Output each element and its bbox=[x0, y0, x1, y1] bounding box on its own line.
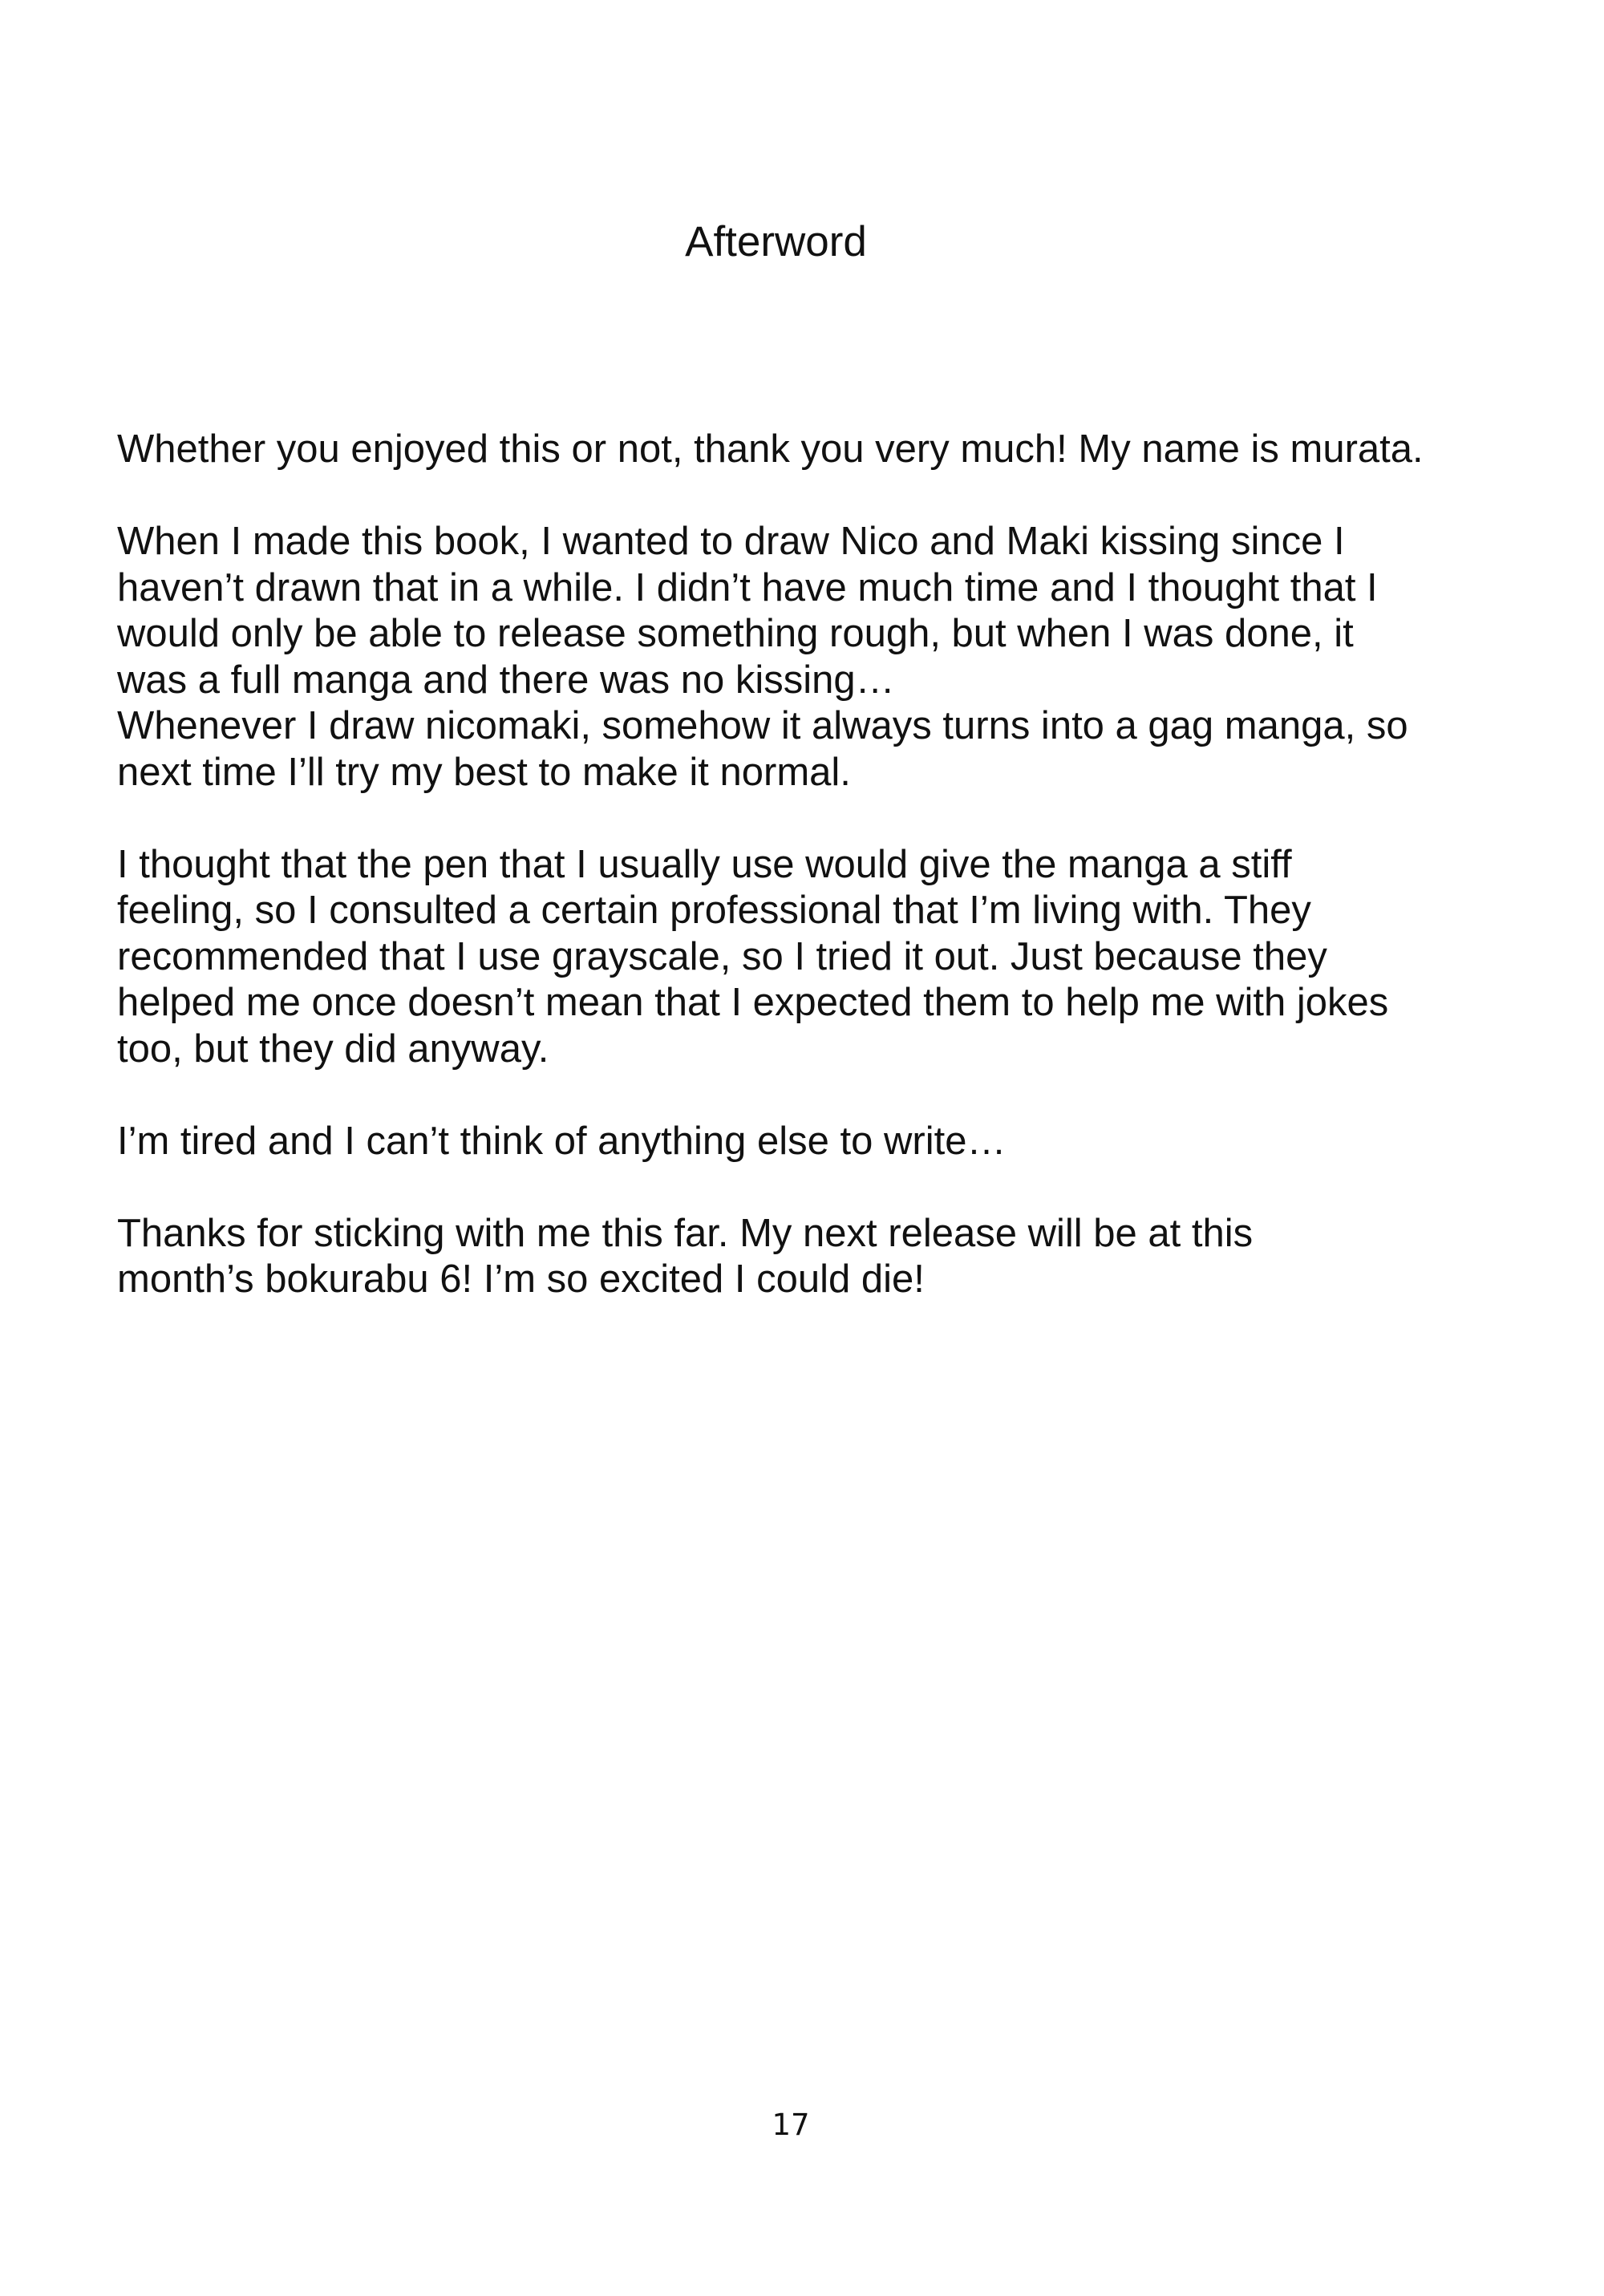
paragraph-greeting bbox=[117, 427, 1561, 473]
text-line: too, but they did anyway. bbox=[117, 1027, 549, 1071]
text-line: feeling, so I consulted a certain professional that I’m living with. They bbox=[117, 889, 1311, 932]
text-line: recommended that I use grayscale, so I tried it out. Just because they bbox=[117, 934, 1327, 978]
page-number: 17 bbox=[772, 2108, 810, 2142]
text-line: would only be able to release something rough, but when I was done, it bbox=[117, 612, 1354, 655]
text-line: I thought that the pen that I usually use would give the manga a stiff bbox=[117, 842, 1292, 886]
paragraph-tired bbox=[117, 1119, 1561, 1165]
text-line: helped me once doesn’t mean that I expected them to help me with jokes bbox=[117, 981, 1389, 1024]
paragraph-thanks bbox=[117, 1211, 1561, 1303]
text-line: month’s bokurabu 6! I’m so excited I could die! bbox=[117, 1257, 925, 1301]
text-line: haven’t drawn that in a while. I didn’t have much time and I thought that I bbox=[117, 565, 1378, 609]
paragraph-book-intent bbox=[117, 519, 1561, 796]
text-line: When I made this book, I wanted to draw Nico and Maki kissing since I bbox=[117, 520, 1345, 563]
page-title: Afterword bbox=[685, 218, 867, 265]
text-line: Thanks for sticking with me this far. My next release will be at this bbox=[117, 1211, 1254, 1255]
text-line: Whenever I draw nicomaki, somehow it always turns into a gag manga, so bbox=[117, 704, 1408, 747]
paragraph-pen-grayscale bbox=[117, 842, 1561, 1073]
text-line: I’m tired and I can’t think of anything else to write… bbox=[117, 1119, 1007, 1163]
afterword-body bbox=[117, 427, 1561, 1303]
text-line: next time I’ll try my best to make it normal. bbox=[117, 750, 851, 794]
text-line: was a full manga and there was no kissing… bbox=[117, 658, 895, 702]
text-line: Whether you enjoyed this or not, thank you very much! My name is murata. bbox=[117, 427, 1424, 471]
